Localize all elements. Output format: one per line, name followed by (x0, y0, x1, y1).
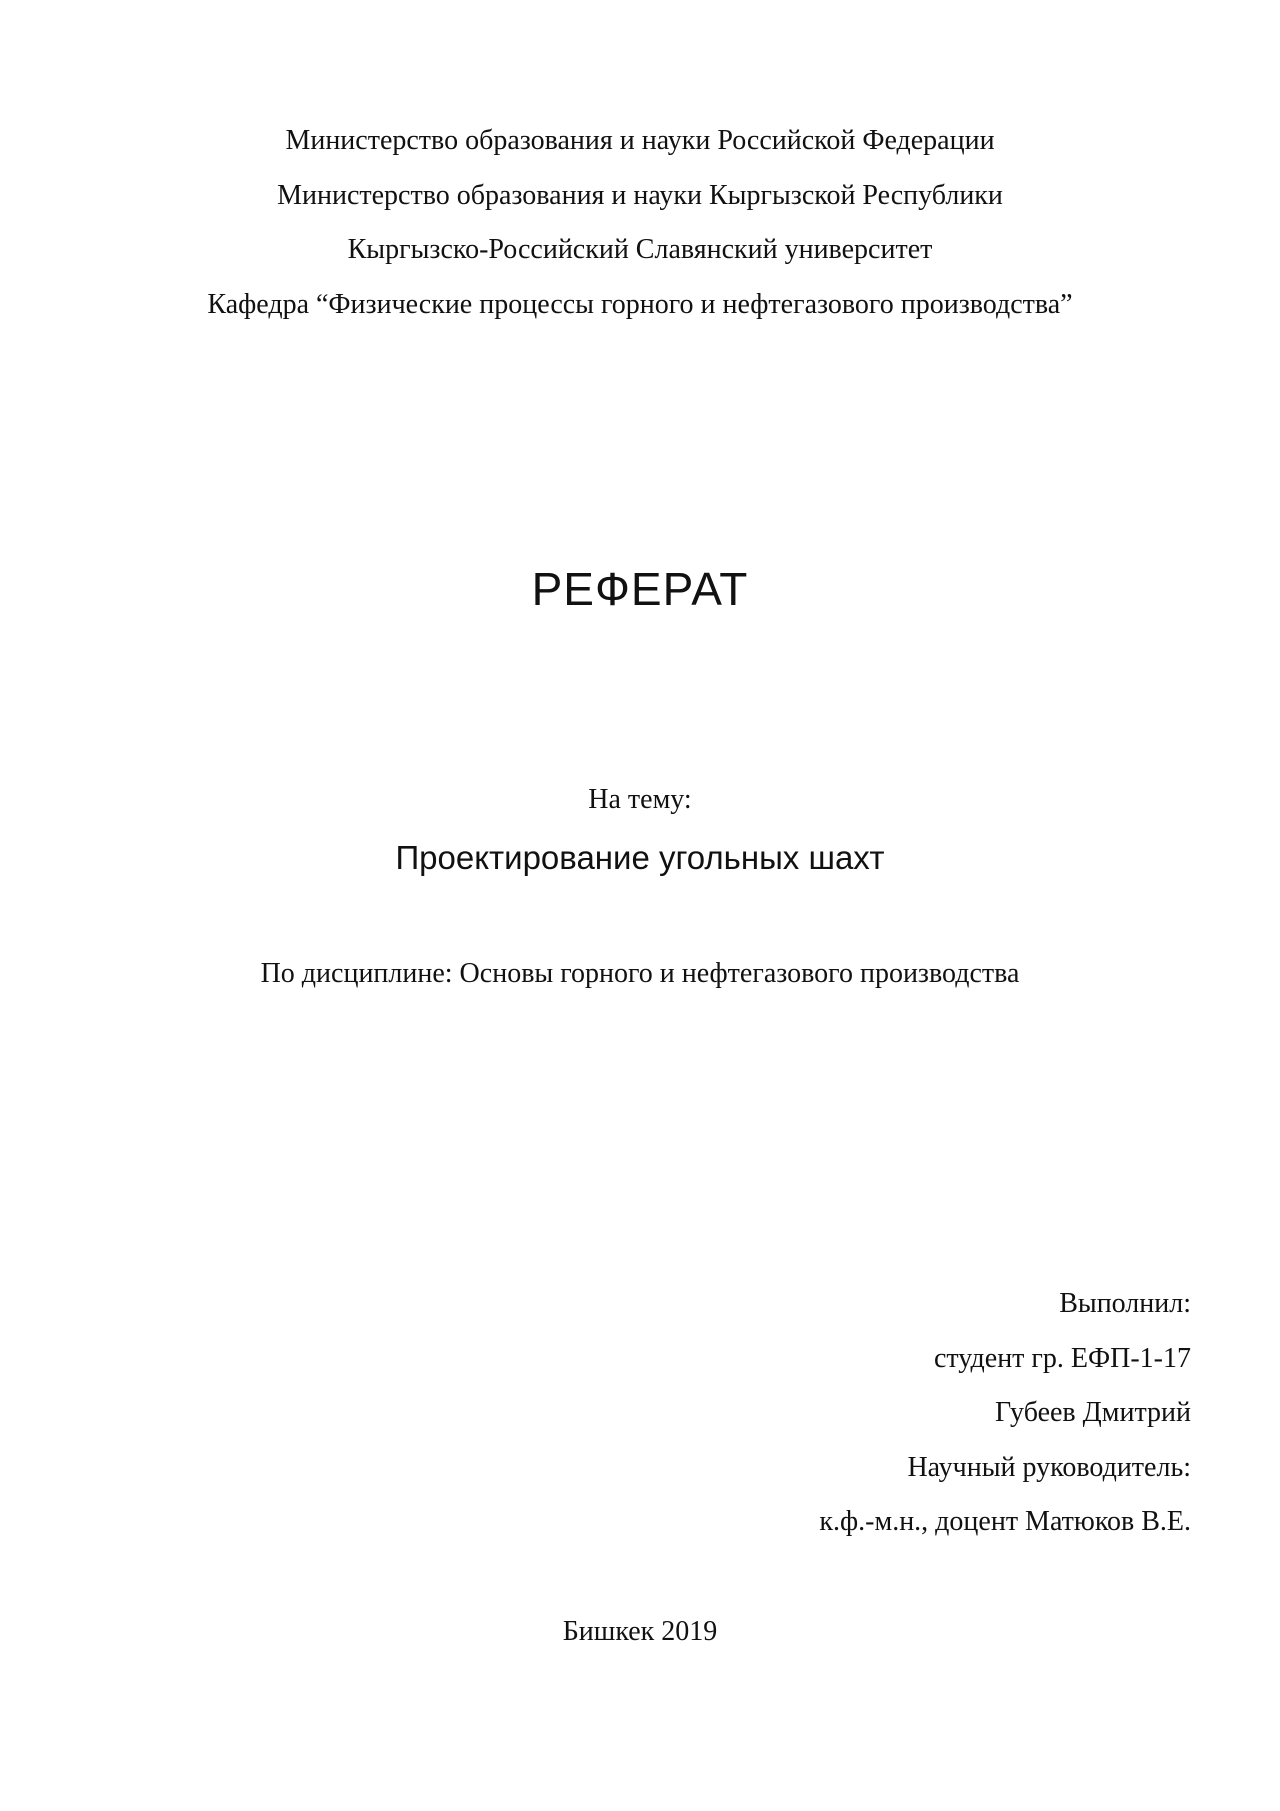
student-name: Губеев Дмитрий (994, 1397, 1191, 1428)
header-ministry-kyrgyzstan: Министерство образования и науки Кыргызской Республики (277, 180, 1003, 211)
header-ministry-russia: Министерство образования и науки Российской Федерации (285, 125, 995, 156)
topic-name: Проектирование угольных шахт (395, 839, 885, 876)
header-university: Кыргызско-Российский Славянский университет (347, 234, 933, 265)
supervisor-label: Научный руководитель: (907, 1452, 1191, 1483)
document-title: РЕФЕРАТ (531, 563, 749, 615)
completed-by-label: Выполнил: (1059, 1288, 1191, 1319)
header-department: Кафедра “Физические процессы горного и нефтегазового производства” (207, 289, 1073, 320)
supervisor-name: к.ф.-м.н., доцент Матюков В.Е. (819, 1506, 1191, 1537)
topic-label: На тему: (588, 784, 692, 815)
student-group: студент гр. ЕФП-1-17 (933, 1343, 1191, 1374)
discipline-line: По дисциплине: Основы горного и нефтегазового производства (260, 958, 1020, 989)
city-year: Бишкек 2019 (562, 1616, 718, 1647)
